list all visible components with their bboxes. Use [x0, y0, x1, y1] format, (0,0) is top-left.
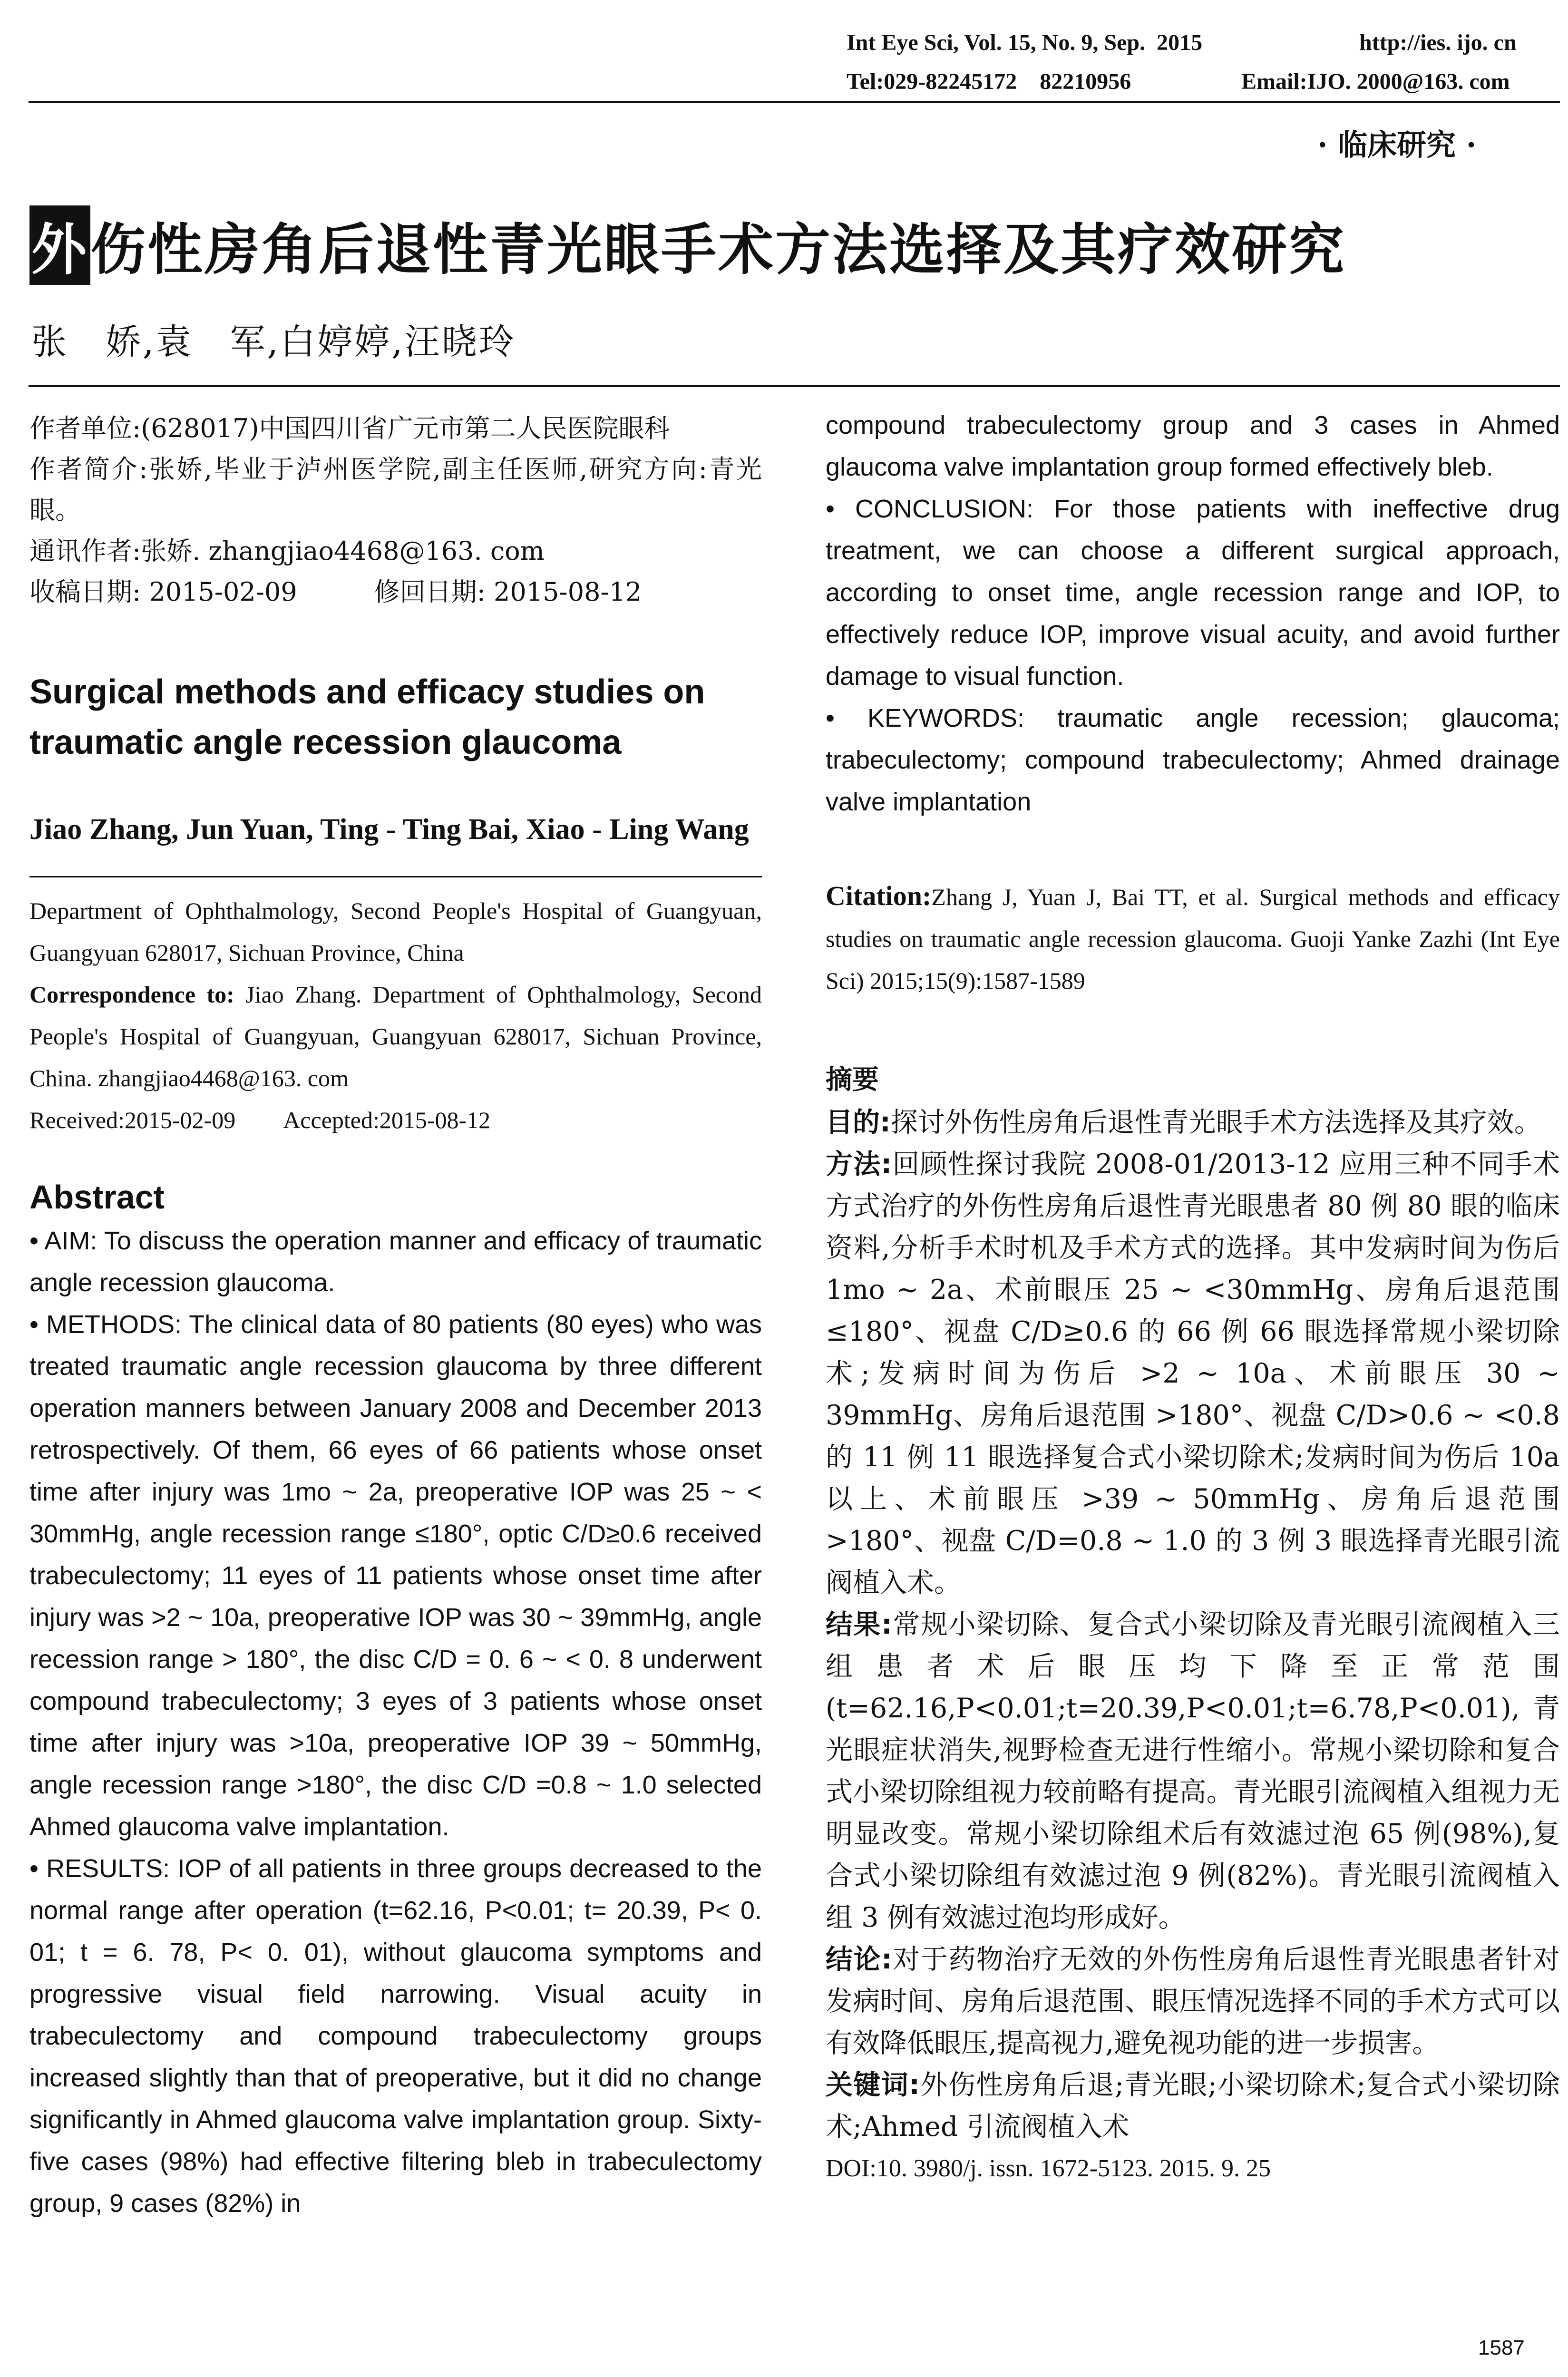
citation — [826, 875, 1560, 1002]
abstract-heading: Abstract — [29, 1179, 165, 1216]
doi[interactable]: DOI:10. 3980/j. issn. 1672-5123. 2015. 9. 25 — [826, 2155, 1271, 2182]
bio-cn: 作者简介:张娇,毕业于泸州医学院,副主任医师,研究方向:青光眼。 — [29, 454, 762, 525]
cn-conclusion — [826, 1939, 1560, 2064]
page-number: 1587 — [1478, 2336, 1525, 2359]
correspondence-en — [29, 974, 762, 1099]
cn-results-text: 常规小梁切除、复合式小梁切除及青光眼引流阀植入三组患者术后眼压均下降至正常范围(t=62.16,P<0.01;t=20.39,P<0.01;t=6.78,P<0.01),青光眼症状消失,视野检查无进行性缩小。常规小梁切除和复合式小梁切除组视力较前略有提高。青光眼引流阀植入组视力无明显改变。常规小梁切除组术后有效滤过泡 65 例(98%),复合式小梁切除组有效滤过泡 9 例(82%)。青光眼引流阀植入组 3 例有效滤过泡均形成好。 — [826, 1609, 1560, 1933]
journal-tel: Tel:029-82245172 82210956 — [847, 69, 1131, 94]
cn-aim-text: 探讨外伤性房角后退性青光眼手术方法选择及其疗效。 — [890, 1107, 1541, 1138]
correspondence-cn: 通讯作者:张娇. zhangjiao4468@163. com — [29, 536, 545, 566]
correspondence-label: Correspondence to: — [29, 981, 234, 1008]
title-rest: 伤性房角后退性青光眼手术方法选择及其疗效研究 — [90, 217, 1346, 282]
cn-keywords-label: 关键词: — [826, 2069, 920, 2101]
cn-conclusion-text: 对于药物治疗无效的外伤性房角后退性青光眼患者针对发病时间、房角后退范围、眼压情况选择不同的手术方式可以有效降低眼压,提高视力,避免视功能的进一步损害。 — [826, 1944, 1560, 2059]
english-authors: Jiao Zhang, Jun Yuan, Ting - Ting Bai, Xiao - Ling Wang — [29, 813, 749, 846]
abstract-results-cont: compound trabeculectomy group and 3 cases in Ahmed glaucoma valve implantation group formed effectively bleb. — [826, 411, 1560, 481]
section-tag: · 临床研究 · — [1317, 127, 1477, 162]
abstract-keywords: • KEYWORDS: traumatic angle recession; glaucoma; trabeculectomy; compound trabeculectomy; Ahmed drainage valve implantation — [826, 704, 1560, 816]
cn-aim-label: 目的: — [826, 1107, 891, 1138]
received-en: Received:2015-02-09 Accepted:2015-08-12 — [29, 1107, 491, 1133]
abstract-aim: • AIM: To discuss the operation manner and efficacy of traumatic angle recession glaucoma. — [29, 1227, 762, 1297]
abstract-methods: • METHODS: The clinical data of 80 patients (80 eyes) who was treated traumatic angle recession glaucoma by three different operation manners between January 2008 and December 2013 retrospectively. Of them, 66 eyes of 66 patients whose onset time after injury was 1mo ~ 2a, preoperative IOP was 25 ~ < 30mmHg, angle recession range ≤180°, optic C/D≥0.6 received trabeculectomy; 11 eyes of 11 patients whose onset time after injury was >2 ~ 10a, preoperative IOP was 30 ~ 39mmHg, angle recession range > 180°, the disc C/D = 0. 6 ~ < 0. 8 underwent compound trabeculectomy; 3 eyes of 3 patients whose onset time after injury was >10a, preoperative IOP 39 ~ 50mmHg, angle recession range >180°, the disc C/D =0.8 ~ 1.0 selected Ahmed glaucoma valve implantation. — [29, 1310, 762, 1841]
cn-methods-text: 回顾性探讨我院 2008-01/2013-12 应用三种不同手术方式治疗的外伤性房角后退性青光眼患者 80 例 80 眼的临床资料,分析手术时机及手术方式的选择。其中发病时间为伤后 1mo ~ 2a、术前眼压 25 ~ <30mmHg、房角后退范围≤180°、视盘 C/D≥0.6 的 66 例 66 眼选择常规小梁切除术;发病时间为伤后 >2 ~ 10a、术前眼压 30 ~ 39mmHg、房角后退范围 >180°、视盘 C/D>0.6 ~ <0.8 的 11 例 11 眼选择复合式小梁切除术;发病时间为伤后 10a 以上、术前眼压 >39 ~ 50mmHg、房角后退范围 >180°、视盘 C/D=0.8 ~ 1.0 的 3 例 3 眼选择青光眼引流阀植入术。 — [826, 1149, 1560, 1598]
journal-info: Int Eye Sci, Vol. 15, No. 9, Sep. 2015 — [847, 30, 1203, 55]
left-column — [29, 408, 762, 2224]
affiliation-cn: 作者单位:(628017)中国四川省广元市第二人民医院眼科 — [29, 413, 670, 443]
english-title: Surgical methods and efficacy studies on traumatic angle recession glaucoma — [29, 673, 705, 761]
title-rule — [29, 385, 1560, 387]
citation-label: Citation: — [826, 880, 932, 911]
authors-cn: 张 娇,袁 军,白婷婷,汪晓玲 — [31, 321, 516, 362]
abstract-conclusion: • CONCLUSION: For those patients with ineffective drug treatment, we can choose a different surgical approach, according to onset time, angle recession range and IOP, to effectively reduce IOP, improve visual acuity, and avoid further damage to visual function. — [826, 495, 1560, 691]
header-rule — [29, 101, 1560, 103]
cn-abstract-heading: 摘要 — [826, 1064, 879, 1095]
cn-results-label: 结果: — [826, 1609, 892, 1640]
affil-rule — [29, 876, 762, 877]
cn-results — [826, 1604, 1560, 1939]
page-title — [29, 205, 1346, 285]
department-en: Department of Ophthalmology, Second People's Hospital of Guangyuan, Guangyuan 628017, Sichuan Province, China — [29, 897, 762, 966]
cn-methods-label: 方法: — [826, 1149, 892, 1180]
cn-aim — [826, 1101, 1560, 1143]
cn-conclusion-label: 结论: — [826, 1944, 892, 1975]
abstract-results: • RESULTS: IOP of all patients in three groups decreased to the normal range after operation (t=62.16, P<0.01; t= 20.39, P< 0. 01; t = 6. 78, P< 0. 01), without glaucoma symptoms and progressive visual field narrowing. Visual acuity in trabeculectomy and compound trabeculectomy groups increased slightly than that of preoperative, but it did no change significantly in Ahmed glaucoma valve implantation group. Sixty-five cases (98%) had effective filtering bleb in trabeculectomy group, 9 cases (82%) in — [29, 1854, 762, 2218]
dates-cn: 收稿日期: 2015-02-09 修回日期: 2015-08-12 — [29, 577, 642, 607]
right-column — [826, 404, 1560, 2190]
cn-keywords-text: 外伤性房角后退;青光眼;小梁切除术;复合式小梁切除术;Ahmed 引流阀植入术 — [826, 2069, 1560, 2143]
correspondence-text: Jiao Zhang. Department of Ophthalmology, Second People's Hospital of Guangyuan, Guangyuan 628017, Sichuan Province, China. zhangjiao4468@163. com — [29, 981, 762, 1091]
journal-email[interactable]: Email:IJO. 2000@163. com — [1241, 69, 1510, 94]
title-initial: 外 — [29, 205, 90, 285]
journal-url[interactable]: http://ies. ijo. cn — [1359, 30, 1517, 55]
cn-methods — [826, 1143, 1560, 1604]
citation-text: Zhang J, Yuan J, Bai TT, et al. Surgical methods and efficacy studies on traumatic angle recession glaucoma. Guoji Yanke Zazhi (Int Eye Sci) 2015;15(9):1587-1589 — [826, 884, 1560, 994]
cn-keywords — [826, 2064, 1560, 2148]
